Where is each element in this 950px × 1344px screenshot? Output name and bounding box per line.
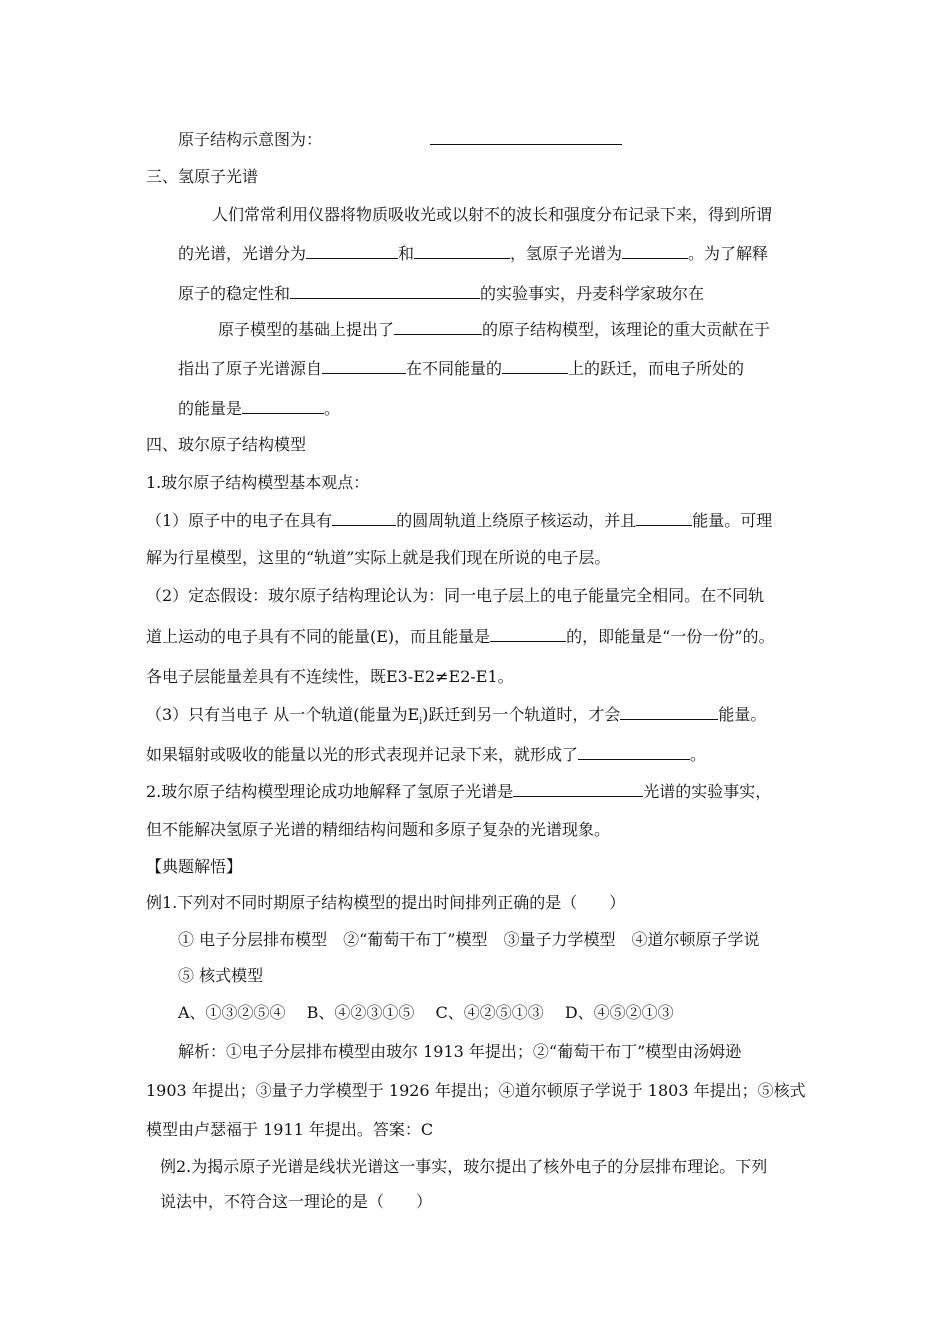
- text-segment: 的原子结构模型，该理论的重大贡献在于: [482, 320, 771, 339]
- s4-sub1: 1.玻尔原子结构模型基本观点：: [146, 473, 370, 492]
- blank-radiate-absorb[interactable]: [620, 703, 718, 720]
- text-segment: 和: [398, 244, 415, 263]
- blank-hydrogen-spectrum[interactable]: [622, 242, 688, 259]
- text-segment: 的能量是: [178, 399, 243, 418]
- example1-analysis-line2: 1903 年提出；③量子力学模型于 1926 年提出；④道尔顿原子学说于 1803 年提出；⑤核式: [146, 1081, 806, 1100]
- example1-items-line2: ⑤ 核式模型: [178, 966, 264, 985]
- s4-item2-line3: 各电子层能量差具有不连续性，既E3-E2≠E2-E1。: [146, 667, 514, 686]
- text-segment: 能量。可理: [692, 511, 773, 530]
- section3-heading: 三、氢原子光谱: [146, 167, 259, 186]
- text-segment: 能量。: [718, 705, 767, 724]
- text-segment: 2.玻尔原子结构模型理论成功地解释了氢原子光谱是: [146, 782, 514, 801]
- blank-spectrum-kind[interactable]: [513, 780, 643, 797]
- text-segment: 的圆周轨道上绕原子核运动，并且: [396, 511, 637, 530]
- blank-energy[interactable]: [242, 397, 324, 414]
- diagram-answer-blank[interactable]: [430, 128, 622, 145]
- text-segment: 。: [690, 745, 707, 764]
- diagram-label: 原子结构示意图为：: [178, 130, 323, 149]
- text-segment: 的，即能量是“一份一份”的。: [566, 627, 775, 646]
- text-segment: （3）只有当电子 从一个轨道(能量为E: [146, 705, 420, 724]
- example1-items-line1: ① 电子分层排布模型 ②“葡萄干布丁”模型 ③量子力学模型 ④道尔顿原子学说: [178, 930, 760, 949]
- text-segment: 原子的稳定性和: [178, 284, 291, 303]
- text-segment: 指出了原子光谱源自: [178, 359, 323, 378]
- text-segment: 原子模型的基础上提出了: [218, 320, 395, 339]
- blank-experimental-fact[interactable]: [290, 282, 480, 299]
- diagram-line: [178, 129, 322, 151]
- text-segment: 。为了解释: [688, 244, 769, 263]
- text-segment: 。: [324, 399, 341, 418]
- blank-model-type[interactable]: [394, 318, 482, 335]
- s3-line3: [178, 282, 704, 305]
- s4-sub2-line2: 但不能解决氢原子光谱的精细结构问题和多原子复杂的光谱现象。: [146, 820, 611, 839]
- text-segment: 如果辐射或吸收的能量以光的形式表现并记录下来，就形成了: [146, 745, 579, 764]
- example1-analysis-line3: 模型由卢瑟福于 1911 年提出。答案：C: [146, 1120, 434, 1139]
- blank-source[interactable]: [322, 357, 406, 374]
- s4-item3-line1: [146, 703, 766, 733]
- examples-heading: 【典题解悟】: [146, 857, 243, 876]
- example2-line1: 例2.为揭示原子光谱是线状光谱这一事实，玻尔提出了核外电子的分层排布理论。下列: [160, 1157, 768, 1176]
- example1-options: A、①③②⑤④ B、④②③①⑤ C、④②⑤①③ D、④⑤②①③: [178, 1003, 674, 1022]
- blank-orbit-property[interactable]: [332, 509, 396, 526]
- example1-analysis-line1: 解析：①电子分层排布模型由玻尔 1913 年提出；②“葡萄干布丁”模型由汤姆逊: [178, 1042, 742, 1061]
- s3-line1: 人们常常利用仪器将物质吸收光或以射不的波长和强度分布记录下来，得到所谓: [212, 205, 773, 224]
- s4-sub2-line1: [146, 780, 771, 803]
- s4-item2-line2: [146, 625, 775, 648]
- subscript: i: [419, 717, 423, 728]
- text-segment: ，氢原子光谱为: [510, 244, 623, 263]
- s3-line5: [178, 357, 744, 380]
- example1-question: 例1.下列对不同时期原子结构模型的提出时间排列正确的是（ ）: [146, 893, 626, 912]
- blank-spectrum-type2[interactable]: [414, 242, 510, 259]
- blank-spectrum-formed[interactable]: [578, 743, 690, 760]
- s4-item1-line1: [146, 509, 772, 532]
- text-segment: （1）原子中的电子在具有: [146, 511, 333, 530]
- text-segment: 的实验事实，丹麦科学家玻尔在: [480, 284, 705, 303]
- section4-heading: 四、玻尔原子结构模型: [146, 435, 307, 454]
- example2-line2: 说法中，不符合这一理论的是（ ）: [160, 1192, 433, 1211]
- blank-spectrum-type1[interactable]: [306, 242, 398, 259]
- s3-line4: [218, 318, 770, 341]
- text-segment: 道上运动的电子具有不同的能量(E)，而且能量是: [146, 627, 491, 646]
- text-segment: 光谱的实验事实，: [643, 782, 772, 801]
- text-segment: 在不同能量的: [406, 359, 503, 378]
- s4-item3-line2: [146, 743, 706, 766]
- text-segment: )跃迁到另一个轨道时，才会: [422, 705, 621, 724]
- blank-orbit[interactable]: [502, 357, 568, 374]
- s3-line2: [178, 242, 768, 265]
- s3-line6: [178, 397, 340, 420]
- text-segment: 的光谱，光谱分为: [178, 244, 307, 263]
- blank-energy-nature[interactable]: [490, 625, 566, 642]
- s4-item1-line2: 解为行星模型，这里的“轨道”实际上就是我们现在所说的电子层。: [146, 548, 611, 567]
- blank-energy-behavior[interactable]: [636, 509, 692, 526]
- s4-item2-line1: （2）定态假设：玻尔原子结构理论认为：同一电子层上的电子能量完全相同。在不同轨: [146, 586, 765, 605]
- text-segment: 上的跃迁，而电子所处的: [568, 359, 745, 378]
